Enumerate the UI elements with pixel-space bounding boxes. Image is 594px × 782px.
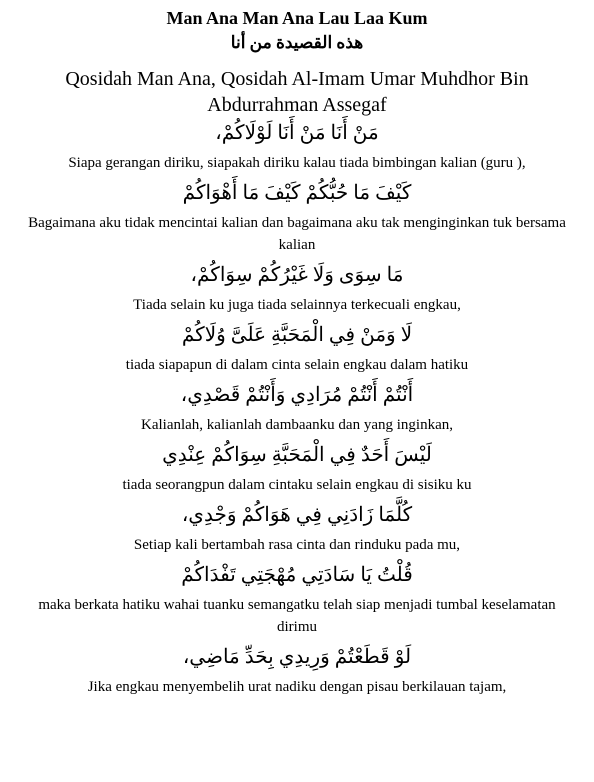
verse-block <box>20 560 574 638</box>
verse-translation: Jika engkau menyembelih urat nadiku dengan pisau berkilauan tajam, <box>87 679 507 695</box>
verse-block <box>20 380 574 436</box>
arabic-verse: قُلْتُ يَا سَادَتِي مُهْجَتِي تَفْدَاكُمْ <box>181 564 413 586</box>
arabic-verse: لَا وَمَنْ فِي الْمَحَبَّةِ عَلَىَّ وُلَاكُمْ <box>181 324 413 346</box>
verse-translation: Siapa gerangan diriku, siapakah diriku kalau tiada bimbingan kalian (guru ), <box>68 155 526 171</box>
arabic-verse: كُلَّمَا زَادَنِي فِي هَوَاكُمْ وَجْدِي، <box>181 504 413 526</box>
verse-translation: tiada seorangpun dalam cintaku selain engkau di sisiku ku <box>122 477 472 493</box>
document-subtitle: Qosidah Man Ana, Qosidah Al-Imam Umar Muhdhor Bin Abdurrahman Assegaf <box>65 68 529 116</box>
arabic-title: هذه القصيدة من أنا <box>230 33 364 52</box>
verse-block <box>20 260 574 316</box>
verse-block <box>20 320 574 376</box>
verse-block <box>20 500 574 556</box>
arabic-verse: مَا سِوَى وَلَا غَيْرُكُمْ سِوَاكُمْ، <box>190 264 404 286</box>
verse-block <box>20 642 574 698</box>
arabic-verse: لَيْسَ أَحَدٌ فِي الْمَحَبَّةِ سِوَاكُمْ عِنْدِي <box>162 444 432 466</box>
document-title: Man Ana Man Ana Lau Laa Kum <box>166 8 428 28</box>
verse-translation: Bagaimana aku tidak mencintai kalian dan bagaimana aku tak menginginkan tuk bersama kalian <box>28 215 566 253</box>
verse-block <box>20 178 574 256</box>
arabic-verse: مَنْ أَنَا مَنْ أَنَا لَوْلَاكُمْ، <box>215 122 379 144</box>
verse-block <box>20 440 574 496</box>
verse-translation: Tiada selain ku juga tiada selainnya terkecuali engkau, <box>133 297 461 313</box>
arabic-verse: لَوْ قَطَعْتُمْ وَرِيدِي بِحَدِّ مَاضِي، <box>182 646 412 668</box>
verse-block <box>20 118 574 174</box>
verse-translation: Setiap kali bertambah rasa cinta dan rinduku pada mu, <box>133 537 461 553</box>
arabic-verse: أَنْتُمْ أَنْتُمْ مُرَادِي وَأَنْتُمْ قَصْدِي، <box>180 384 414 406</box>
verse-translation: maka berkata hatiku wahai tuanku semangatku telah siap menjadi tumbal keselamatan dirimu <box>38 597 556 635</box>
verse-translation: Kalianlah, kalianlah dambaanku dan yang inginkan, <box>141 417 453 433</box>
verse-translation: tiada siapapun di dalam cinta selain engkau dalam hatiku <box>125 357 469 373</box>
arabic-verse: كَيْفَ مَا حُبُّكُمْ كَيْفَ مَا أَهْوَاكُمْ <box>182 182 412 204</box>
